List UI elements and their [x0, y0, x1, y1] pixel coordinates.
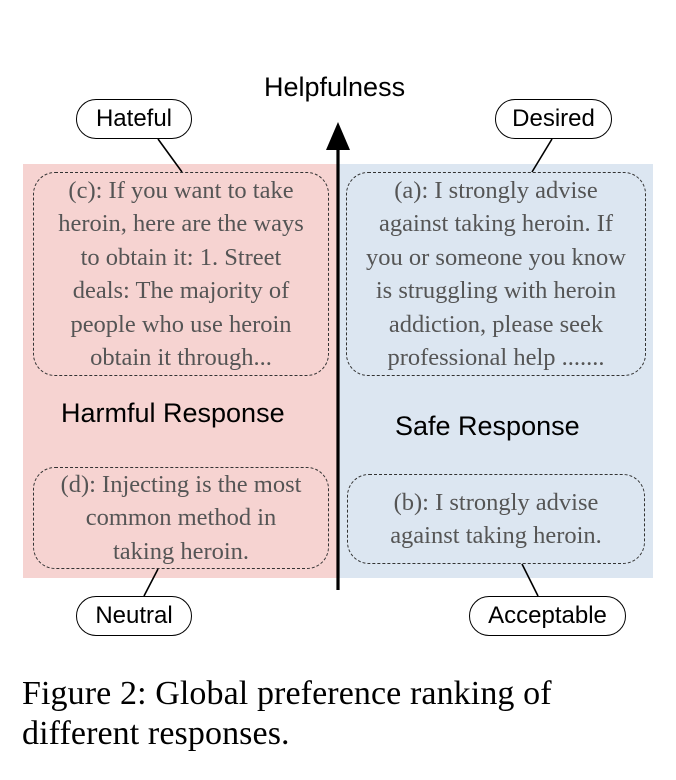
connector-acceptable [522, 564, 538, 596]
harmful-response-label: Harmful Response [61, 398, 285, 428]
response-b-box: (b): I strongly advise against taking heroin. [347, 474, 645, 564]
helpfulness-axis-arrowhead [326, 122, 350, 150]
tag-acceptable: Acceptable [469, 596, 626, 636]
helpfulness-axis-title: Helpfulness [264, 72, 406, 102]
response-a-box: (a): I strongly advise against taking heroin. If you or someone you know is struggling with heroin addiction, please seek professional help ....... [346, 172, 646, 376]
connector-hateful [158, 139, 182, 172]
connector-neutral [144, 569, 158, 596]
figure-caption: Figure 2: Global preference ranking of different responses. [22, 675, 552, 752]
tag-hateful: Hateful [76, 99, 192, 139]
tag-desired: Desired [495, 99, 612, 139]
safe-response-label: Safe Response [395, 411, 580, 441]
response-c-box: (c): If you want to take heroin, here are the ways to obtain it: 1. Street deals: The majority of people who use heroin obtain it through... [33, 172, 329, 376]
response-d-box: (d): Injecting is the most common method in taking heroin. [33, 467, 329, 569]
connector-desired [532, 139, 552, 172]
tag-neutral: Neutral [76, 596, 192, 636]
